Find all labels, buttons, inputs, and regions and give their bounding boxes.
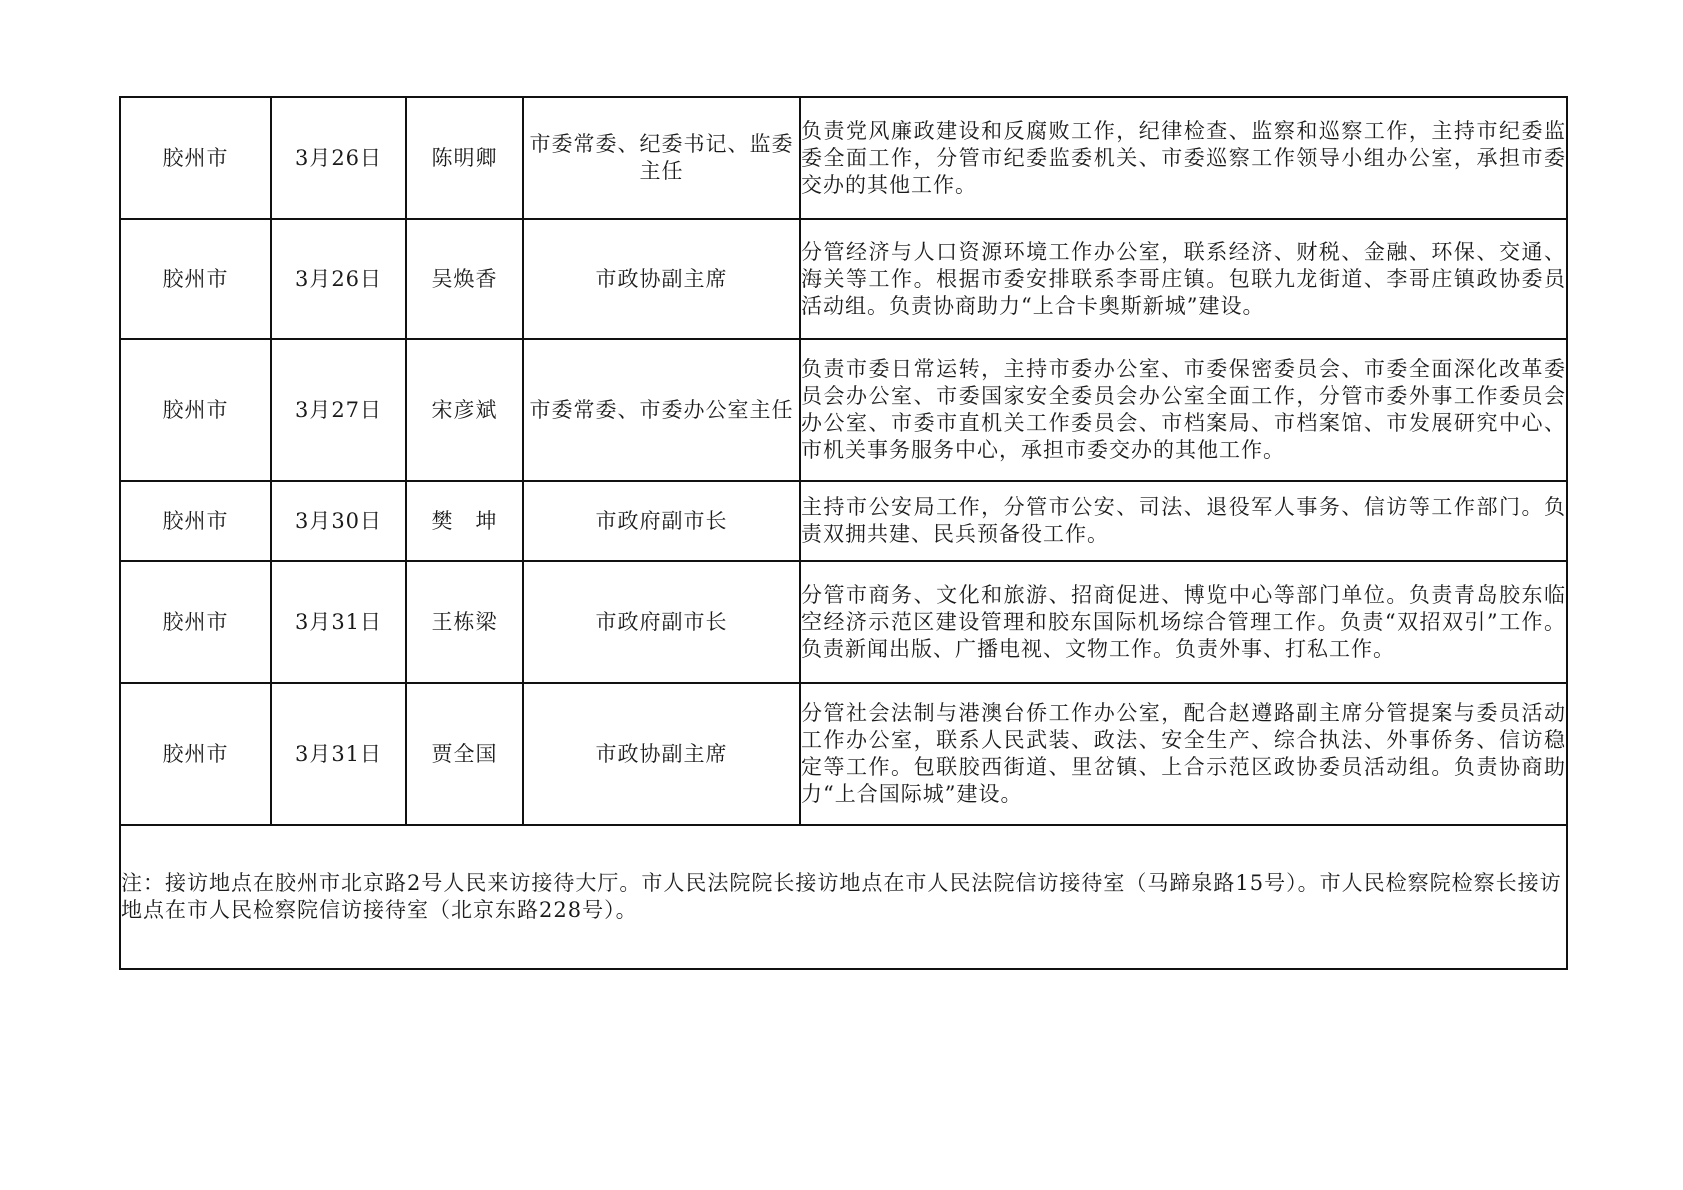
name-cell: 宋彦斌 [406,339,523,481]
name-cell: 吴焕香 [406,219,523,339]
table-row [120,683,1567,825]
position-cell: 市委常委、纪委书记、监委主任 [523,97,800,219]
position-cell: 市政协副主席 [523,683,800,825]
date-cell: 3月26日 [271,219,406,339]
name-cell: 王栋梁 [406,561,523,683]
duties-cell: 负责党风廉政建设和反腐败工作，纪律检查、监察和巡察工作，主持市纪委监委全面工作，分管市纪委监委机关、市委巡察工作领导小组办公室，承担市委交办的其他工作。 [800,97,1567,219]
city-cell: 胶州市 [120,683,271,825]
position-cell: 市政协副主席 [523,219,800,339]
table-row [120,481,1567,561]
name-cell: 陈明卿 [406,97,523,219]
table-row [120,561,1567,683]
city-cell: 胶州市 [120,561,271,683]
city-cell: 胶州市 [120,97,271,219]
duties-cell: 分管市商务、文化和旅游、招商促进、博览中心等部门单位。负责青岛胶东临空经济示范区建设管理和胶东国际机场综合管理工作。负责“双招双引”工作。负责新闻出版、广播电视、文物工作。负责外事、打私工作。 [800,561,1567,683]
date-cell: 3月31日 [271,683,406,825]
duties-cell: 负责市委日常运转，主持市委办公室、市委保密委员会、市委全面深化改革委员会办公室、市委国家安全委员会办公室全面工作，分管市委外事工作委员会办公室、市委市直机关工作委员会、市档案局、市档案馆、市发展研究中心、市机关事务服务中心，承担市委交办的其他工作。 [800,339,1567,481]
table-row [120,339,1567,481]
note-text: 注：接访地点在胶州市北京路2号人民来访接待大厅。市人民法院院长接访地点在市人民法院信访接待室（马蹄泉路15号）。市人民检察院检察长接访地点在市人民检察院信访接待室（北京东路228号）。 [120,825,1567,969]
name-cell: 樊 坤 [406,481,523,561]
city-cell: 胶州市 [120,339,271,481]
date-cell: 3月30日 [271,481,406,561]
date-cell: 3月31日 [271,561,406,683]
table-row [120,97,1567,219]
position-cell: 市委常委、市委办公室主任 [523,339,800,481]
reception-schedule-table [119,96,1568,970]
date-cell: 3月27日 [271,339,406,481]
position-cell: 市政府副市长 [523,481,800,561]
note-row [120,825,1567,969]
duties-cell: 主持市公安局工作，分管市公安、司法、退役军人事务、信访等工作部门。负责双拥共建、民兵预备役工作。 [800,481,1567,561]
duties-cell: 分管经济与人口资源环境工作办公室，联系经济、财税、金融、环保、交通、海关等工作。根据市委安排联系李哥庄镇。包联九龙街道、李哥庄镇政协委员活动组。负责协商助力“上合卡奥斯新城”建设。 [800,219,1567,339]
city-cell: 胶州市 [120,219,271,339]
position-cell: 市政府副市长 [523,561,800,683]
duties-cell: 分管社会法制与港澳台侨工作办公室，配合赵遵路副主席分管提案与委员活动工作办公室，联系人民武装、政法、安全生产、综合执法、外事侨务、信访稳定等工作。包联胶西街道、里岔镇、上合示范区政协委员活动组。负责协商助力“上合国际城”建设。 [800,683,1567,825]
name-cell: 贾全国 [406,683,523,825]
city-cell: 胶州市 [120,481,271,561]
table-row [120,219,1567,339]
date-cell: 3月26日 [271,97,406,219]
